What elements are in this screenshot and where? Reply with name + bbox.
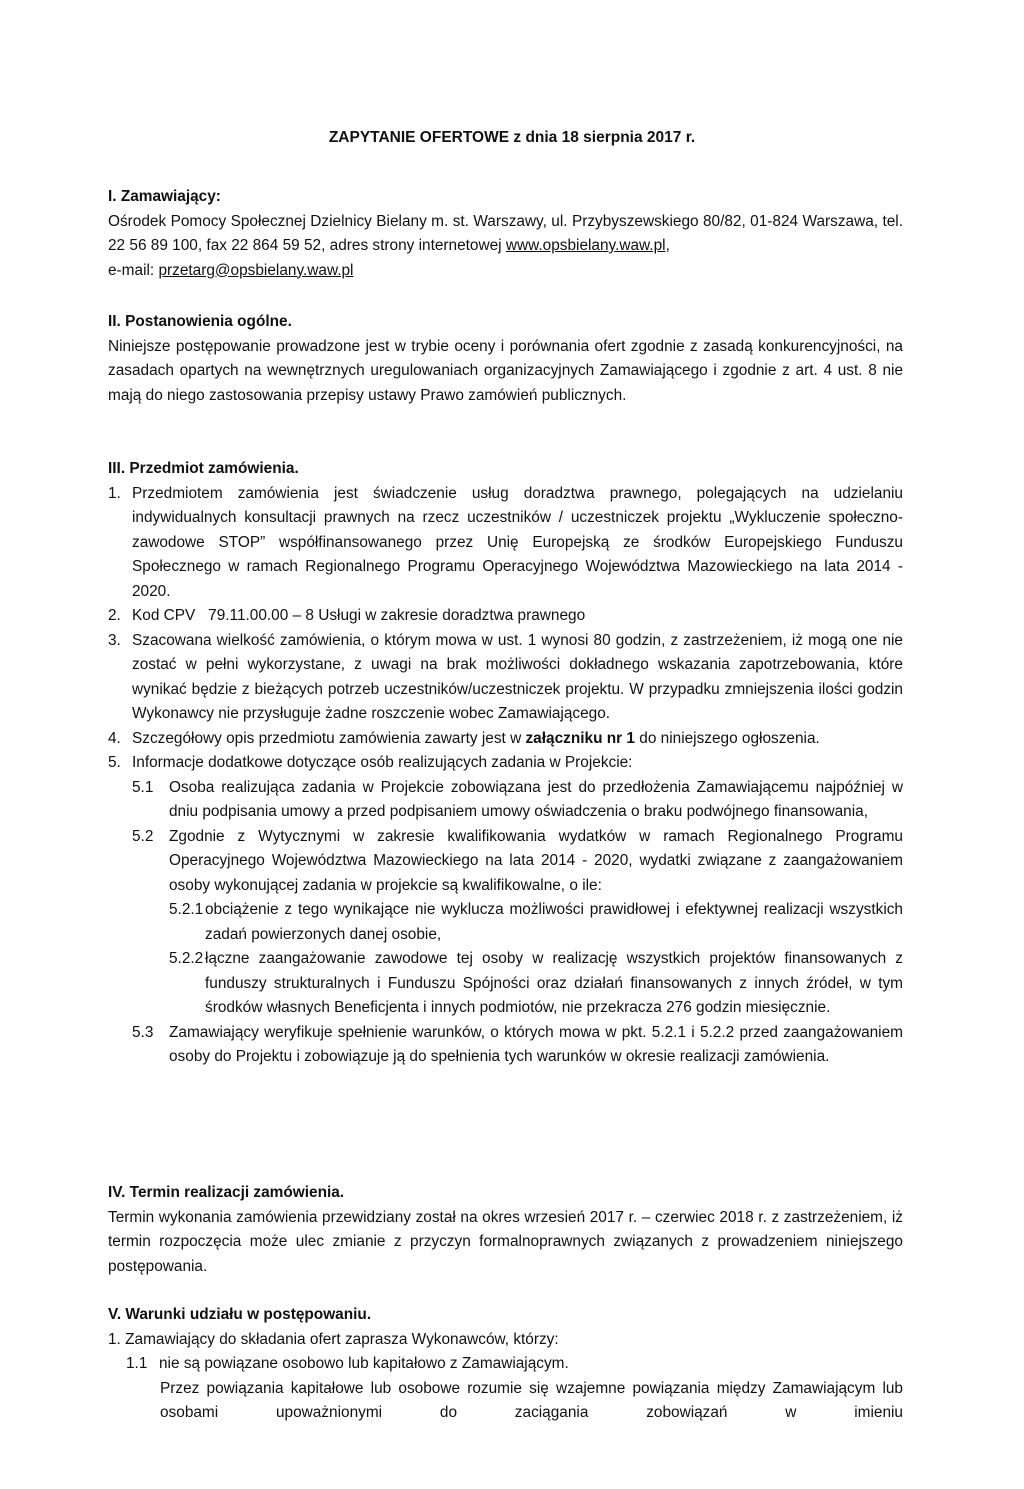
list-item: 5.2 Zgodnie z Wytycznymi w zakresie kwalifikowania wydatków w ramach Regionalnego Programu Operacyjnego Województwa Mazowieckiego na lata 2014 - 2020, wydatki związane z zaangażowaniem osoby wykonującej zadania w projekcie są kwalifikowalne, o ile: xyxy=(132,827,903,894)
section-przedmiot xyxy=(108,457,903,1070)
section-text: Niniejsze postępowanie prowadzone jest w trybie oceny i porównania ofert zgodnie z zasadą konkurencyjności, na zasadach opartych na wewnętrznych uregulowaniach organizacyjnych Zamawiającego i zgodnie z art. 4 ust. 8 nie mają do niego zastosowania przepisy ustawy Prawo zamówień publicznych. xyxy=(108,337,903,404)
email-line: e-mail: przetarg@opsbielany.waw.pl xyxy=(108,261,354,279)
section-heading: I. Zamawiający: xyxy=(108,188,221,205)
list-item: 1.1 nie są powiązane osobowo lub kapitałowo z Zamawiającym. xyxy=(126,1355,569,1372)
website-link[interactable]: www.opsbielany.waw.pl xyxy=(505,237,666,254)
list-item: 4. Szczegółowy opis przedmiotu zamówienia zawarty jest w załączniku nr 1 do niniejszego ogłoszenia. xyxy=(108,729,820,747)
section-heading: IV. Termin realizacji zamówienia. xyxy=(108,1184,345,1201)
list-item: 1. Przedmiotem zamówienia jest świadczenie usług doradztwa prawnego, polegających na udzielaniu indywidualnych konsultacji prawnych na rzecz uczestników / uczestniczek projektu „Wykluczenie społeczno-zawodowe STOP” współfinansowanego przez Unię Europejską ze środków Europejskiego Funduszu Społecznego w ramach Regionalnego Programu Operacyjnego Województwa Mazowieckiego na lata 2014 - 2020. xyxy=(108,484,903,600)
list-item-continuation: Przez powiązania kapitałowe lub osobowe rozumie się wzajemne powiązania między Zamawiającym lub osobami upoważnionymi do zaciągania zobowiązań w imieniu xyxy=(160,1379,903,1421)
document-title: ZAPYTANIE OFERTOWE z dnia 18 sierpnia 2017 r. xyxy=(328,129,696,146)
list-item: 5.1 Osoba realizująca zadania w Projekcie zobowiązana jest do przedłożenia Zamawiającemu najpóźniej w dniu podpisania umowy a przed podpisaniem umowy oświadczenia o braku podwójnego finansowania, xyxy=(132,778,903,820)
list-item: 1. Zamawiający do składania ofert zaprasza Wykonawców, którzy: xyxy=(108,1330,559,1348)
attachment-reference: załączniku nr 1 xyxy=(525,729,635,747)
section-heading: II. Postanowienia ogólne. xyxy=(108,313,292,330)
section-text: Ośrodek Pomocy Społecznej Dzielnicy Bielany m. st. Warszawy, ul. Przybyszewskiego 80/82, 01-824 Warszawa, tel. 22 56 89 100, fax 22 864 59 52, adres strony internetowej www.opsbielany.waw.pl, xyxy=(108,212,903,254)
section-text: Termin wykonania zamówienia przewidziany został na okres wrzesień 2017 r. – czerwiec 2018 r. z zastrzeżeniem, iż termin rozpoczęcia może ulec zmianie z przyczyn formalnoprawnych związanych z prowadzeniem niniejszego postępowania. xyxy=(108,1208,903,1275)
list-item: 5.2.1 obciążenie z tego wynikające nie wyklucza możliwości prawidłowej i efektywnej realizacji wszystkich zadań powierzonych danej osobie, xyxy=(169,901,903,943)
list-item: 2. Kod CPV 79.11.00.00 – 8 Usługi w zakresie doradztwa prawnego xyxy=(108,607,586,624)
list-item: 3. Szacowana wielkość zamówienia, o którym mowa w ust. 1 wynosi 80 godzin, z zastrzeżeniem, iż mogą one nie zostać w pełni wykorzystane, z uwagi na brak możliwości dokładnego wskazania zapotrzebowania, które wynikać będzie z bieżących potrzeb uczestników/uczestniczek projektu. W przypadku zmniejszenia ilości godzin Wykonawcy nie przysługuje żadne roszczenie wobec Zamawiającego. xyxy=(108,631,903,722)
section-termin xyxy=(108,1181,903,1279)
section-zamawiajacy xyxy=(108,185,903,283)
section-warunki xyxy=(108,1303,903,1426)
section-heading: III. Przedmiot zamówienia. xyxy=(108,460,299,477)
list-item: 5. Informacje dodatkowe dotyczące osób realizujących zadania w Projekcie: xyxy=(108,754,633,771)
section-postanowienia xyxy=(108,310,903,408)
section-heading: V. Warunki udziału w postępowaniu. xyxy=(108,1306,372,1323)
email-link[interactable]: przetarg@opsbielany.waw.pl xyxy=(158,261,354,279)
list-item: 5.3 Zamawiający weryfikuje spełnienie warunków, o których mowa w pkt. 5.2.1 i 5.2.2 przed zaangażowaniem osoby do Projektu i zobowiązuje ją do spełnienia tych warunków w okresie realizacji zamówienia. xyxy=(132,1023,903,1065)
list-item: 5.2.2 łączne zaangażowanie zawodowe tej osoby w realizację wszystkich projektów finansowanych z funduszy strukturalnych i Funduszu Spójności oraz działań finansowanych z innych źródeł, w tym środków własnych Beneficjenta i innych podmiotów, nie przekracza 276 godzin miesięcznie. xyxy=(169,950,903,1016)
